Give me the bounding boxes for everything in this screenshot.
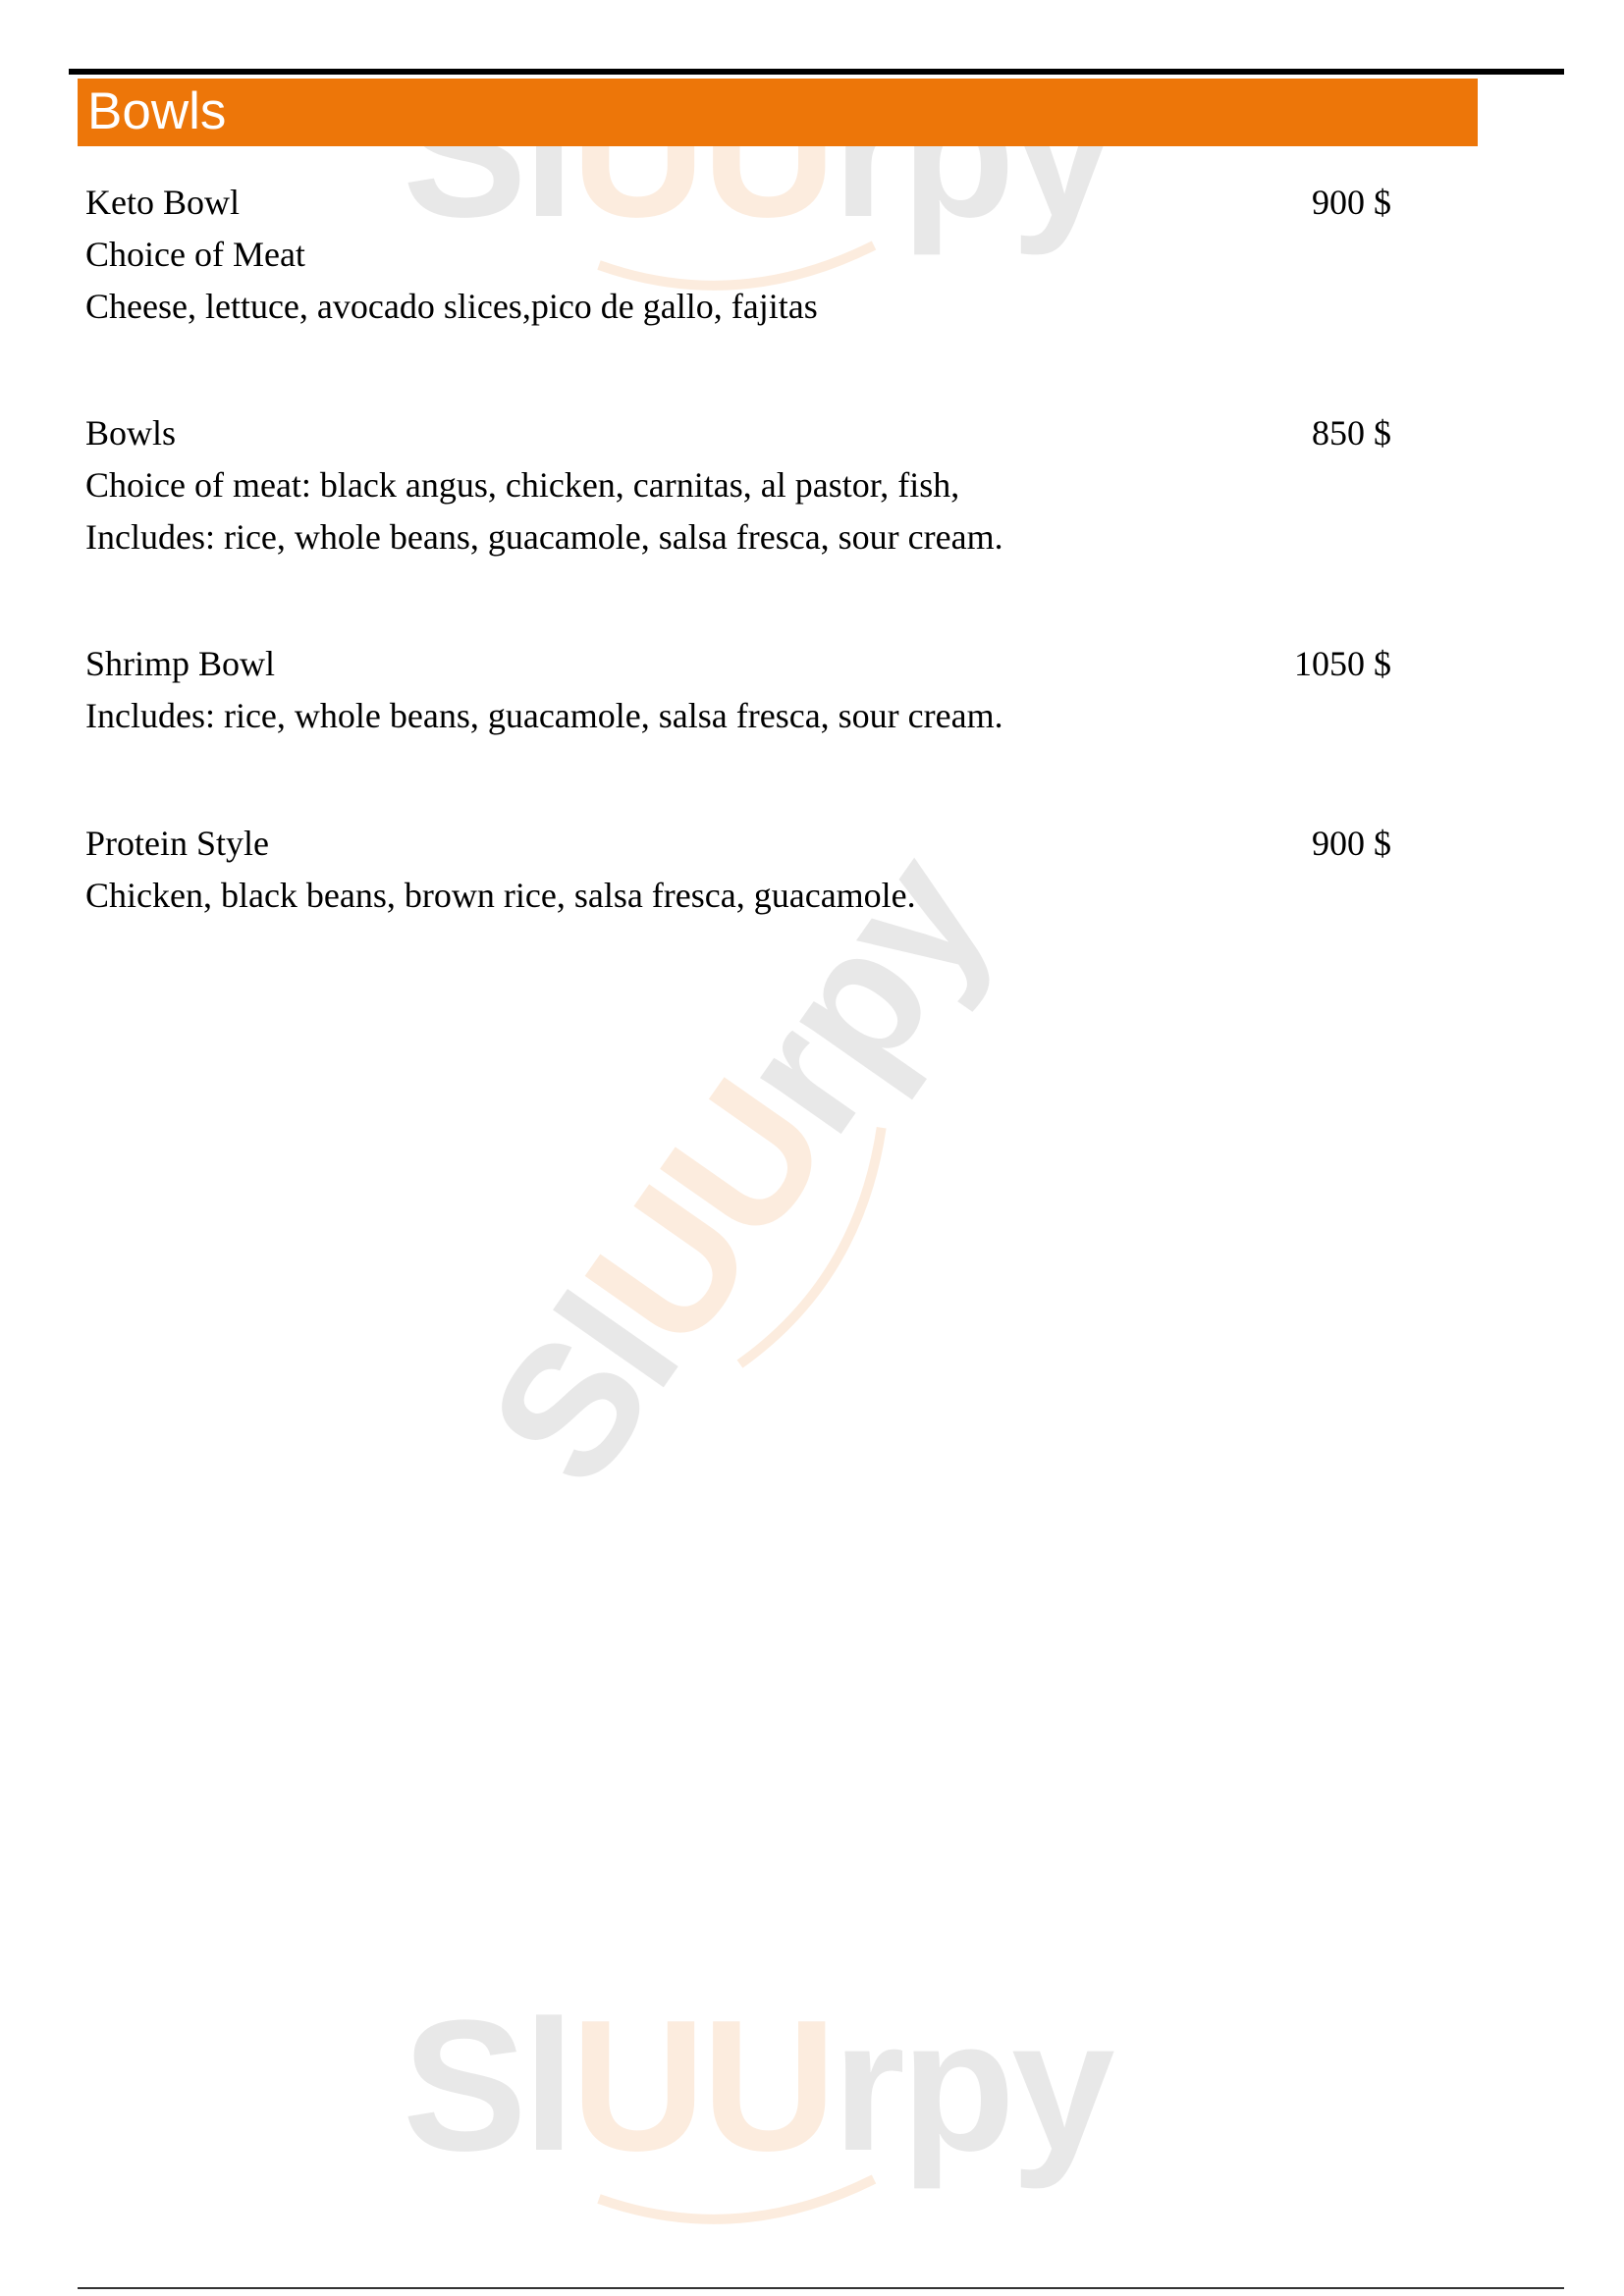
item-price: 850 $ bbox=[1312, 413, 1391, 453]
section-title: Bowls bbox=[87, 82, 227, 140]
bottom-divider bbox=[78, 2287, 1564, 2289]
item-description-line: Cheese, lettuce, avocado slices,pico de gallo, fajitas bbox=[85, 287, 818, 326]
menu-item-protein-style bbox=[85, 818, 1391, 922]
item-price: 900 $ bbox=[1312, 824, 1391, 863]
item-description-line: Choice of Meat bbox=[85, 235, 305, 274]
item-name: Keto Bowl bbox=[85, 183, 240, 222]
item-name: Protein Style bbox=[85, 824, 269, 863]
watermark-middle bbox=[449, 820, 1027, 1521]
item-description-line: Includes: rice, whole beans, guacamole, salsa fresca, sour cream. bbox=[85, 517, 1003, 557]
swoosh-icon bbox=[589, 2140, 884, 2248]
menu-item-shrimp-bowl bbox=[85, 638, 1391, 742]
watermark-bottom bbox=[403, 1982, 1111, 2190]
menu-item-bowls bbox=[85, 407, 1391, 563]
menu-item-keto-bowl bbox=[85, 177, 1391, 333]
watermark-logo-text: SlUUrpy bbox=[403, 48, 1111, 256]
top-divider bbox=[69, 69, 1564, 75]
section-header bbox=[78, 79, 1478, 146]
watermark-logo-text: SlUUrpy bbox=[449, 820, 1027, 1521]
item-price: 1050 $ bbox=[1294, 644, 1391, 683]
item-description-line: Choice of meat: black angus, chicken, carnitas, al pastor, fish, bbox=[85, 465, 960, 505]
watermark-logo-text: SlUUrpy bbox=[403, 1982, 1111, 2190]
swoosh-icon bbox=[686, 1097, 944, 1401]
item-name: Shrimp Bowl bbox=[85, 644, 276, 683]
item-description-line: Includes: rice, whole beans, guacamole, salsa fresca, sour cream. bbox=[85, 696, 1003, 735]
item-price: 900 $ bbox=[1312, 183, 1391, 222]
item-name: Bowls bbox=[85, 413, 177, 453]
item-description-line: Chicken, black beans, brown rice, salsa fresca, guacamole. bbox=[85, 876, 916, 915]
